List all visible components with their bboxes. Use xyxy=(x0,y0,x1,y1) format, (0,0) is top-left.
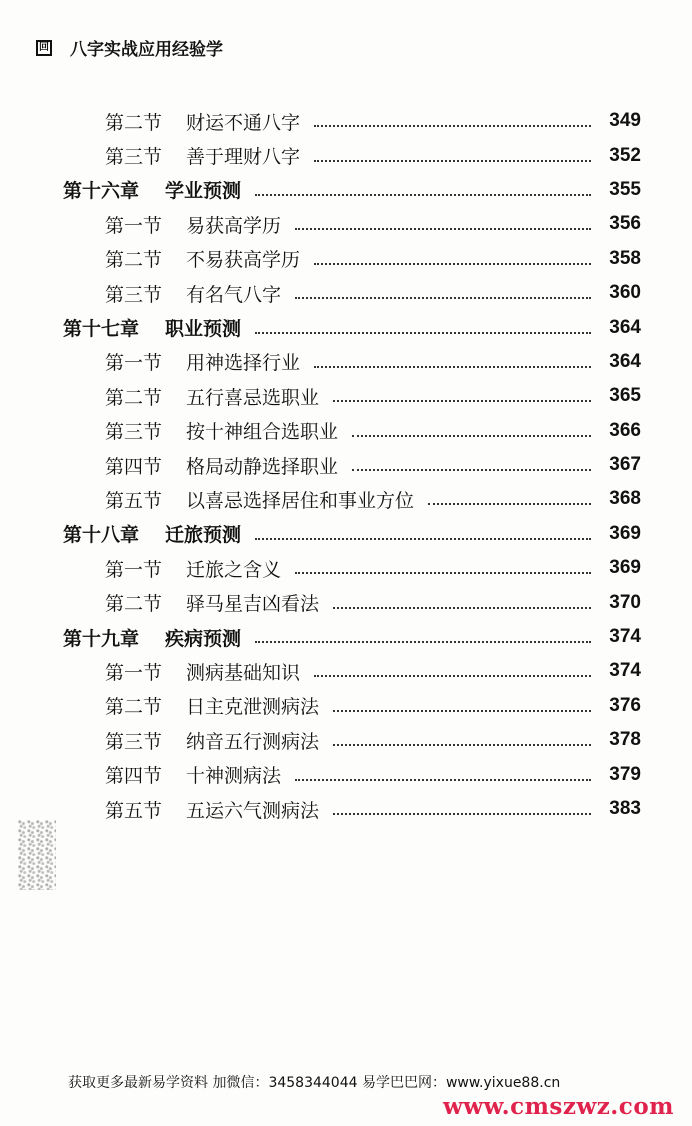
dot-leader xyxy=(255,192,591,196)
toc-chapter-row xyxy=(0,310,692,344)
toc-entry-title: 十神测病法 xyxy=(186,765,282,788)
toc-page-number: 368 xyxy=(609,488,641,510)
scan-noise xyxy=(18,820,56,890)
toc-section-row xyxy=(0,551,692,585)
toc-entry-number: 第一节 xyxy=(105,661,163,684)
toc-page-number: 355 xyxy=(609,178,641,200)
toc-entry-number: 第十九章 xyxy=(63,627,140,650)
site-watermark: www.cmszwz.com xyxy=(443,1093,674,1120)
toc-entry-title: 格局动静选择职业 xyxy=(186,455,339,478)
footer-note: 获取更多最新易学资料 加微信：3458344044 易学巴巴网：www.yixue88.cn xyxy=(68,1075,561,1091)
toc-entry-number: 第三节 xyxy=(105,146,163,169)
dot-leader xyxy=(333,742,591,746)
toc-entry-title: 不易获高学历 xyxy=(186,249,301,272)
toc-chapter-row xyxy=(0,620,692,654)
dot-leader xyxy=(352,467,591,471)
running-header xyxy=(36,35,223,60)
book-title: 八字实战应用经验学 xyxy=(70,40,223,60)
toc-entry-number: 第一节 xyxy=(105,352,163,375)
toc-entry-title: 迁旅预测 xyxy=(165,524,242,547)
toc-entry-number: 第四节 xyxy=(105,765,163,788)
dot-leader xyxy=(255,330,591,334)
toc-entry-title: 迁旅之含义 xyxy=(186,558,282,581)
toc-section-row xyxy=(0,379,692,413)
toc-entry-title: 学业预测 xyxy=(165,180,242,203)
toc-entry-number: 第三节 xyxy=(105,421,163,444)
toc-entry-number: 第二节 xyxy=(105,111,163,134)
dot-leader xyxy=(428,501,591,505)
toc-entry-title: 以喜忌选择居住和事业方位 xyxy=(186,489,415,512)
toc-page-number: 383 xyxy=(609,798,641,819)
toc-section-row xyxy=(0,585,692,619)
dot-leader xyxy=(333,605,591,609)
toc-section-row xyxy=(0,757,692,791)
toc-entry-number: 第五节 xyxy=(105,799,163,822)
dot-leader xyxy=(314,364,591,368)
dot-leader xyxy=(255,639,591,643)
toc-section-row xyxy=(0,242,692,276)
toc-chapter-row xyxy=(0,517,692,551)
toc-page-number: 379 xyxy=(609,763,641,785)
toc-page-number: 360 xyxy=(609,282,641,304)
dot-leader xyxy=(295,295,591,299)
dot-leader xyxy=(255,536,591,540)
toc-chapter-row xyxy=(0,173,692,207)
toc-entry-title: 用神选择行业 xyxy=(186,352,301,375)
toc-section-row xyxy=(0,654,692,688)
toc-section-row xyxy=(0,138,692,172)
toc-entry-number: 第十六章 xyxy=(63,180,140,203)
toc-entry-number: 第四节 xyxy=(105,455,163,478)
dot-leader xyxy=(295,226,591,230)
toc-entry-number: 第十七章 xyxy=(63,318,140,341)
toc-page-number: 364 xyxy=(609,316,641,338)
toc-entry-number: 第十八章 xyxy=(63,524,140,547)
toc-entry-title: 驿马星吉凶看法 xyxy=(186,593,320,616)
toc-entry-title: 按十神组合选职业 xyxy=(186,421,339,444)
toc-entry-number: 第一节 xyxy=(105,558,163,581)
toc-page-number: 349 xyxy=(609,110,641,132)
toc-section-row xyxy=(0,723,692,757)
toc-entry-title: 测病基础知识 xyxy=(186,661,301,684)
toc-page-number: 370 xyxy=(609,591,641,613)
toc-entry-number: 第二节 xyxy=(105,386,163,409)
page-number: 回 xyxy=(36,40,52,56)
toc-page-number: 367 xyxy=(609,454,641,476)
dot-leader xyxy=(314,158,591,162)
toc-section-row xyxy=(0,207,692,241)
toc-section-row xyxy=(0,689,692,723)
toc-page-number: 364 xyxy=(609,350,641,372)
toc-entry-number: 第二节 xyxy=(105,696,163,719)
toc-section-row xyxy=(0,448,692,482)
toc-page-number: 369 xyxy=(609,557,641,579)
toc-entry-title: 财运不通八字 xyxy=(186,111,301,134)
toc-page-number: 378 xyxy=(609,729,641,751)
dot-leader xyxy=(314,123,591,127)
toc-section-row xyxy=(0,792,692,826)
toc-page-number: 352 xyxy=(609,144,641,166)
toc-section-row xyxy=(0,482,692,516)
dot-leader xyxy=(352,433,591,437)
toc-entry-title: 纳音五行测病法 xyxy=(186,730,320,753)
toc-entry-title: 有名气八字 xyxy=(186,283,282,306)
toc-entry-number: 第三节 xyxy=(105,283,163,306)
dot-leader xyxy=(314,673,591,677)
toc-entry-title: 易获高学历 xyxy=(186,214,282,237)
toc-page-number: 374 xyxy=(609,660,641,682)
dot-leader xyxy=(295,570,591,574)
toc-entry-number: 第三节 xyxy=(105,730,163,753)
toc-entry-number: 第二节 xyxy=(105,249,163,272)
table-of-contents xyxy=(0,104,692,826)
toc-page-number: 374 xyxy=(609,626,641,648)
dot-leader xyxy=(333,811,591,815)
toc-page-number: 356 xyxy=(609,213,641,235)
toc-section-row xyxy=(0,414,692,448)
toc-entry-title: 善于理财八字 xyxy=(186,146,301,169)
toc-page-number: 365 xyxy=(609,385,641,407)
dot-leader xyxy=(295,777,591,781)
toc-entry-title: 职业预测 xyxy=(165,318,242,341)
toc-page-number: 366 xyxy=(609,419,641,441)
dot-leader xyxy=(333,398,591,402)
toc-section-row xyxy=(0,276,692,310)
toc-page-number: 376 xyxy=(609,694,641,716)
toc-entry-number: 第五节 xyxy=(105,489,163,512)
dot-leader xyxy=(314,261,591,265)
toc-page-number: 369 xyxy=(609,522,641,544)
toc-entry-title: 疾病预测 xyxy=(165,627,242,650)
toc-page-number: 358 xyxy=(609,247,641,269)
toc-section-row xyxy=(0,345,692,379)
toc-entry-title: 五行喜忌选职业 xyxy=(186,386,320,409)
toc-entry-number: 第一节 xyxy=(105,214,163,237)
toc-entry-number: 第二节 xyxy=(105,593,163,616)
toc-entry-title: 日主克泄测病法 xyxy=(186,696,320,719)
toc-entry-title: 五运六气测病法 xyxy=(186,799,320,822)
toc-section-row xyxy=(0,104,692,138)
dot-leader xyxy=(333,708,591,712)
